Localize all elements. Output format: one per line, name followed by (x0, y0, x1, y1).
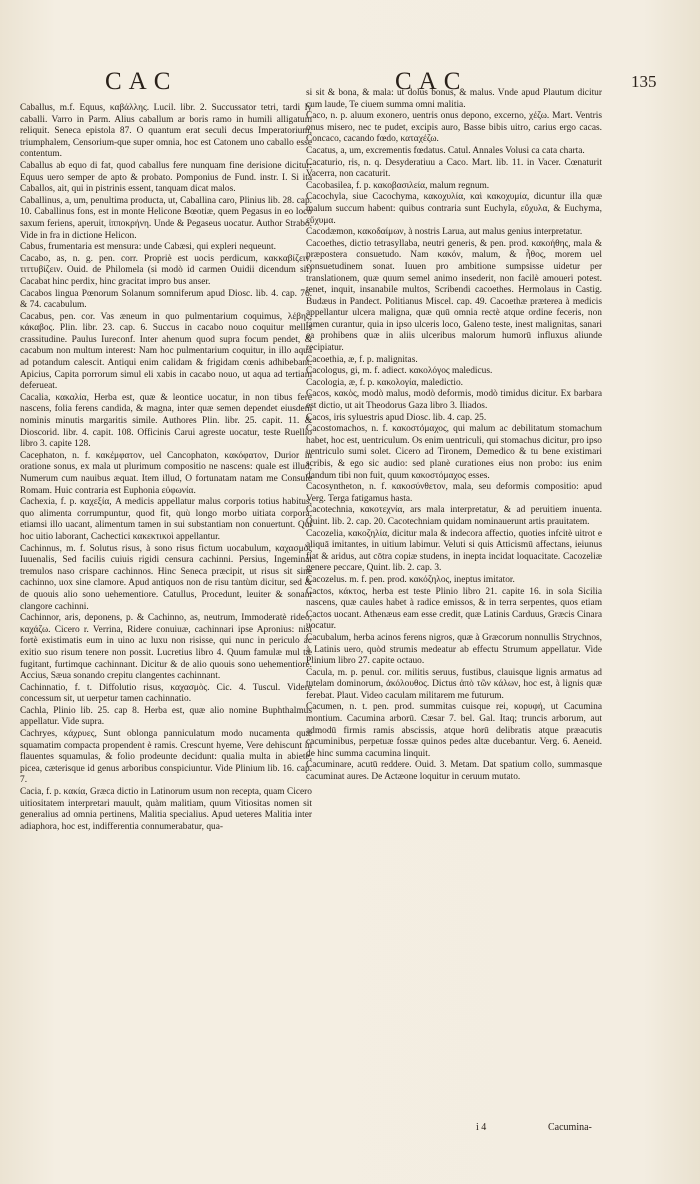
dictionary-entry: Cacochyla, siue Cacochyma, κακοχυλία, καὶ κακοχυμία, dicuntur illa quæ malum succum habent: quibus contraria sunt Euchyla, εὔχυλα, & Euchyma, εὔχυμα. (306, 192, 602, 226)
dictionary-entry: Cachinnus, m. f. Solutus risus, à sono risus fictum uocabulum, καχασμὸς Iuuenalis, Sed facilis cuiuis rigidi censura cachinni. Persius, Ingeminat tremulos naso crispare cachinnos. Hinc Seneca præcipit, ut risus sit sine cachinno, uox sine clamore. Apud antiquos non de risu tantùm dicitur, sed & de quouis alio sono uehementiore. Catullus, Procedunt, leuiter & sonant clangore cachinni. (20, 543, 312, 612)
dictionary-entry: Cacos, κακὸς, modò malus, modò deformis, modò timidus dicitur. Ex barbara est dictio, ut ait Theodorus Gaza libro 3. Iliados. (306, 389, 602, 412)
dictionary-entry: Cachryes, κάχρυες, Sunt oblonga panniculatum modo nucamenta quæ squamatim compacta propendent è ramis. Crescunt hyeme, Vere dehiscunt in flauentes squamulas, & folio prodeunte decidunt: qualia multa in abiete, picea, cæterisque id genus arboribus conspiciuntur. Vide Plinium lib. 16. cap. 7. (20, 729, 312, 786)
running-head-left: CAC (105, 68, 178, 95)
dictionary-entry: Caballinus, a, um, penultima producta, ut, Caballina caro, Plinius lib. 28. cap. 10. Caballinus fons, est in monte Helicone Bœotiæ, quem Pegasus in eo loco saxum feriens, aperuit, ἱπποκρήνη. Unde & Pegaseus uocatur. Author Strabo. Vide in fra in dictione Helicon. (20, 195, 312, 241)
dictionary-entry: Caballus ab equo di fat, quod caballus fere nunquam fine derisione dicitur: Equus uero semper de apto & probato. Pomponius de Fund. instr. I. Si ita Caballos, ait, qui in pistrinis essent, tanquam dicat malos. (20, 160, 312, 195)
dictionary-entry: Cachinnor, aris, deponens, p. & Cachinno, as, neutrum, Immoderatè rideo, καχάζω. Cicero r. Verrina, Ridere conuiuæ, cachinnari ipse Apronius: nisi fortè existimatis eum in uino ac luxu non risisse, qui nunc in periculo ac exitio suo risum tenere non possit. Lucretius libro 4. Quum famulæ mul tæ fugitant, furtimque cachinnant. Dicitur & de alio quouis sono uehementiore. Accius, Sæua sonando crepitu clangentes cachinnant. (20, 613, 312, 682)
dictionary-entry: Cacologia, æ, f. p. κακολογία, maledictio. (306, 377, 463, 388)
dictionary-entry: Cacaturio, ris, n. q. Desyderatiuu a Caco. Mart. lib. 11. in Vacer. Cœnaturit Vacerra, non cacaturit. (306, 157, 602, 180)
dictionary-entry: Cacosyntheton, n. f. κακοσύνθετον, mala, seu deformis compositio: apud Verg. Terga fatigamus hasta. (306, 482, 602, 504)
dictionary-entry: Cacologus, gi, m. f. adiect. κακολόγος maledicus. (306, 366, 493, 377)
dictionary-entry: Cacostomachos, n. f. κακοστόμαχος, qui malum ac debilitatum stomachum habet, hoc est, uentriculum. Os enim uentriculi, qui stomachus dicitur, pro ipso uentriculo sumi solet. Cicero ad Tironem, Demedico & tu bene existimari scribis, & ego sic audio: sed planè curationes eius non probo: ius enim dandum tibi non fuit, quum κακοστόμαχος esses. (306, 424, 602, 481)
signature-mark: i 4 (476, 1122, 487, 1133)
dictionary-entry: Cabus, frumentaria est mensura: unde Cabæsi, qui expleri nequeunt. (20, 242, 276, 253)
dictionary-entry: Cacumen, n. t. pen. prod. summitas cuisque rei, κορυφή, ut Cacumina montium. Cacumina arborū. Cæsar 7. bel. Gal. Itaq; truncis arborum, aut admodū firmis ramis abscissis, atque horū delibratis atque præacutis cacuminibus, perpetuæ fossæ quinos pedes altæ ducebantur. Verg. 6. Aeneid. de hinc summa cacumina linquit. (306, 702, 602, 759)
dictionary-entry: Cacoethia, æ, f. p. malignitas. (306, 354, 418, 365)
dictionary-entry: Cacula, m. p. penul. cor. militis seruus, fustibus, clauisque lignis armatus ad tutelam dominorum, ἀκόλουθος. Dictus ἀπὸ τῶν κάλων, hoc est, à lignis quæ ferebat. Plaut. Video caculam militarem me futurum. (306, 667, 602, 701)
dictionary-entry: Cacabus, pen. cor. Vas æneum in quo pulmentarium coquimus, λέβης, κάκαβος. Plin. libr. 23. cap. 6. Succus in cacabo nouo coquitur mellis crassitudine. Paulus Iureconf. Inter ahenum quod supra focum pendet, & cacabum non multum interest: Nam hoc pulmentarium coquitur, in illo aqua ad potandum calescit. Antiqui enim calidam & frigidam cœnis adhibebant. Apicius, Capita porrorum simul eli xabis in cacabo nouo, ut aqua ad tertiam deferueat. (20, 311, 312, 392)
dictionary-entry: Cacoethes, dictio tetrasyllaba, neutri generis, & pen. prod. κακοήθης, mala & præpostera consuetudo. Nam κακόν, malum, & ἦθος, morem uel consuetudinem sonat. Iuuen pro ambitione sumpsisse uidetur per translationem, quæ quum semel animo insederit, non facilè amoueri potest. tenet, inquit, insanabile multos, Scribendi cacoethes. Hermolaus in Castig. Budæus in Pandect. Politianus Miscel. cap. 49. Cacoethæ præterea à medicis appellantur ulcera maligna, quæ quū omnia rectè atque ordine feceris, non tamen curantur, quia in ipso ulceris loco, Galeno teste, inest malignitas, sanari ea prohibens quæ in aliis ulceribus malorum humorū influxus aliunde recipiatur. (306, 238, 602, 354)
dictionary-entry: Cacalia, κακαλία, Herba est, quæ & leontice uocatur, in non tibus ferè nascens, folia ferens candida, & magna, inter quæ semen dependet eiusdem nominis minutis margaritis simile. Authores Plin. libr. 25. capit. 11. & Dioscorid. libr. 4. capit. 108. Officinis Carui agreste uocatur, teste Ruellio libro 3. capite 128. (20, 392, 312, 450)
dictionary-entry: Cacabo, as, n. g. pen. corr. Propriè est uocis perdicum, κακκαβίζειν, τιττυβίζειν. Ouid. de Philomela (si modò id carmen Ouidii dicendum sit) Cacabat hinc perdix, hinc gracitat impro bus anser. (20, 253, 312, 287)
dictionary-entry: Cacotechnia, κακοτεχνία, ars mala interpretatur, & ad peruitiem inuenta. Quint. lib. 2. cap. 20. Cacotechniam quidam nominauerunt artis prauitatem. (306, 505, 602, 527)
dictionary-entry: Cactos, κάκτος, herba est teste Plinio libro 21. capite 16. in sola Sicilia nascens, quæ caules habet à radice emissos, & in terra serpentes, quos etiam Cactos uocant. Athenæus eam esse credit, quæ Latinis Carduus, Græcis Cinara uocatur. (306, 586, 602, 632)
dictionary-entry: Cacatus, a, um, excrementis fœdatus. Catul. Annales Volusi ca cata charta. (306, 145, 585, 156)
dictionary-entry: Cacubalum, herba acinos ferens nigros, quæ à Græcorum nonnullis Strychnos, à Latinis uero, quòd strumis medeatur ab effectu Strumum appellatur. Vide Plinium libro 27. capite octauo. (306, 632, 602, 667)
page-number: 135 (631, 72, 657, 91)
left-column (20, 103, 312, 1113)
dictionary-entry: Cacos, iris syluestris apud Diosc. lib. 4. cap. 25. (306, 412, 487, 423)
dictionary-entry: Caballus, m.f. Equus, καβάλλης. Lucil. libr. 2. Succussator tetri, tardi ly caballi. Varro in Parm. Alius caballum ar boris ramo in humili alligatum reliquit. Seneca epistola 87. O quantum erat seculi decus Imperatorium, triumphalem, Censorium-que super omnia, hoc est Catonem uno caballo esse contentum. (20, 103, 312, 160)
dictionary-entry: Cacuminare, acutū reddere. Ouid. 3. Metam. Dat spatium collo, summasque cacuminat aures. De Actæone loquitur in ceruum mutato. (306, 760, 602, 783)
dictionary-entry: Cacabos lingua Pœnorum Solanum somniferum apud Diosc. lib. 4. cap. 76. & 74. cacabulum. (20, 288, 312, 311)
right-column (306, 88, 602, 1098)
dictionary-entry: Cachexia, f. p. καχεξία, A medicis appellatur malus corporis totius habitus, quo alimenta corrumpuntur, quod fit, quù longo morbo uitiata corpora, etiamsi illo uacant, alimentum tamen in sui substantiam non conuertunt. Qui hoc uitio laborant, Cachectici κακεκτικοὶ appellantur. (20, 497, 312, 542)
dictionary-entry: Caco, n. p. aluum exonero, uentris onus depono, excerno, χέζω. Mart. Ventris onus misero, nec te pudet, excipis auro, Basse bibis uitro, carius ergo cacas. Concaco, cacando fœdo, καταχέζω. (306, 111, 602, 145)
dictionary-entry: Cacodæmon, κακοδαίμων, à nostris Larua, aut malus genius interpretatur. (306, 227, 583, 238)
catchword: Cacumina- (548, 1122, 592, 1133)
dictionary-entry: Cacephaton, n. f. κακέμφατον, uel Cancophaton, κακόφατον, Durior in oratione sonus, ex mala ut plurimum compositio ne nascens: quale est illud, Numerum cum nauibus æquat. Item illud, O fortunatam natam me Consule Romam. Huic contraria est Euphonia εὐφωνία. (20, 450, 312, 496)
dictionary-entry: Cacozelia, κακοζηλία, dicitur mala & indecora affectio, quoties infcitè uitrot e aliquā imitantes, in uitium labimur. Veluti si quis Atticismū affectans, ieiunus fiat & aridus, aut cōtra copiæ studens, in inepta incidat loquacitate. Cacozeliæ genere peccare, Quint. lib. 2. cap. 3. (306, 528, 602, 574)
dictionary-entry: Cacobasilea, f. p. κακοβασιλεία, malum regnum. (306, 180, 490, 191)
dictionary-entry: Cacia, f. p. κακία, Græca dictio in Latinorum usum non recepta, quam Cicero uitiositatem interpretari mauult, quàm malitiam, quum Vitiositas nomen sit generalius ad omnia pertinens, Malitia specialius. Apud ueteres Malitia inter adiaphora, hoc est, indifferentia connumerabatur, qua- (20, 787, 312, 832)
dictionary-entry: Cacozelus. m. f. pen. prod. κακόζηλος, ineptus imitator. (306, 574, 515, 585)
dictionary-entry: Cachla, Plinio lib. 25. cap 8. Herba est, quæ alio nomine Buphthalmus appellatur. Vide supra. (20, 705, 312, 728)
running-head-right: CAC (395, 68, 468, 95)
dictionary-entry: Cachinnatio, f. t. Diffolutio risus, καχασμὸς. Cic. 4. Tuscul. Videre concessum sit, ut uerpetur tamen cachinnatio. (20, 682, 312, 705)
dictionary-entry: si sit & bona, & mala: ut dolus bonus, & malus. Vnde apud Plautum dicitur cum laude, Te ciuem summa omni malitia. (306, 88, 602, 110)
